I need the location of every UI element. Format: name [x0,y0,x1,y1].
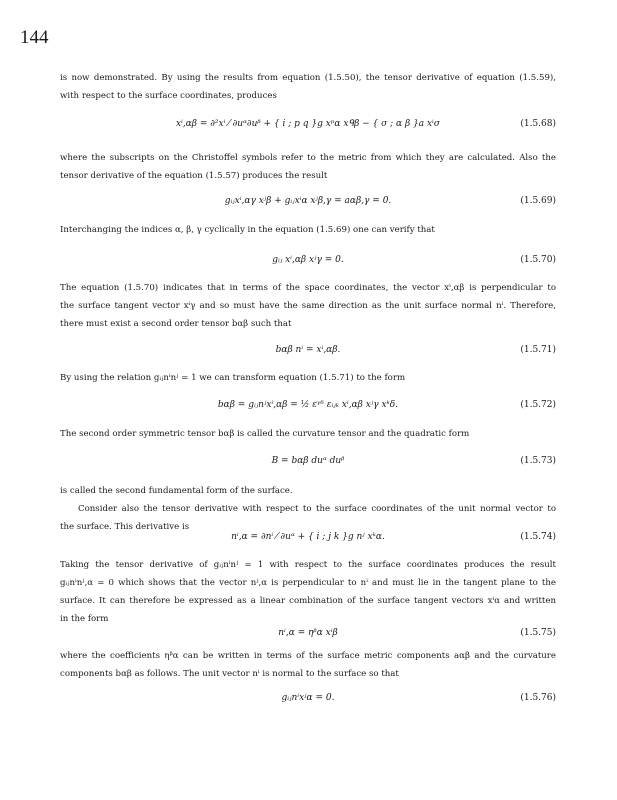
equation-number: (1.5.76) [520,693,556,703]
text-line: where the coefficients ηᵝα can be written in terms of the surface metric components aαβ and the curvature [60,651,556,661]
text-line: By using the relation gᵢⱼnⁱnʲ = 1 we can transform equation (1.5.71) to the form [60,373,406,383]
equation-number: (1.5.68) [520,119,556,129]
text-line: in the form [60,614,109,624]
equation-math: bαβ = gᵢⱼnʲxⁱ,αβ = ½ εᵞᵟ εᵢⱼₖ xⁱ,αβ xʲγ xᵏδ. [217,400,399,410]
text-line: Taking the tensor derivative of gᵢⱼnⁱnʲ = 1 with respect to the surface coordinates produces the result [60,560,556,570]
equation-number: (1.5.75) [520,628,556,638]
equation-math: gᵢⱼnⁱxʲα = 0. [281,693,335,703]
equation-math: xⁱ,αβ = ∂²xⁱ ⁄ ∂uᵅ∂uᵝ + { i ; p q }g xᵖα xᑫβ − { σ ; α β }a xⁱσ [175,119,441,129]
text-line: there must exist a second order tensor bαβ such that [60,319,292,329]
equation-1-5-74 [60,529,556,549]
equation-1-5-75 [60,625,556,645]
equation-number: (1.5.72) [520,400,556,410]
equation-1-5-70 [60,252,556,272]
equation-1-5-76 [60,690,556,710]
equation-1-5-72 [60,397,556,417]
page-number: 144 [20,27,49,48]
equation-number: (1.5.71) [520,345,556,355]
equation-math: gᵢⱼ xⁱ,αβ xʲγ = 0. [272,255,344,265]
equation-math: bαβ nⁱ = xⁱ,αβ. [275,345,341,355]
text-line: Consider also the tensor derivative with respect to the surface coordinates of the unit normal vector to [78,504,556,514]
text-line: the surface. This derivative is [60,522,190,532]
text-line: is now demonstrated. By using the results from equation (1.5.50), the tensor derivative of equation (1.5.59), [60,73,556,83]
text-line: gᵢⱼnⁱnʲ,α = 0 which shows that the vector nʲ,α is perpendicular to nⁱ and must lie in the tangent plane to the [60,578,556,588]
equation-math: nⁱ,α = ∂nⁱ ⁄ ∂uᵅ + { i ; j k }g nʲ xᵏα. [231,532,385,542]
text-line: the surface tangent vector xⁱγ and so must have the same direction as the unit surface normal nⁱ. Therefore, [60,301,556,311]
equation-1-5-73 [60,453,556,473]
equation-1-5-68 [60,116,556,136]
equation-1-5-71 [60,342,556,362]
equation-number: (1.5.74) [520,532,556,542]
equation-number: (1.5.69) [520,196,556,206]
equation-1-5-69 [60,193,556,213]
text-line: The second order symmetric tensor bαβ is called the curvature tensor and the quadratic form [60,429,470,439]
text-line: components bαβ as follows. The unit vector nⁱ is normal to the surface so that [60,669,399,679]
equation-number: (1.5.73) [520,456,556,466]
equation-math: nⁱ,α = ηᵝα xⁱβ [278,628,338,638]
text-line: surface. It can therefore be expressed as a linear combination of the surface tangent vectors xⁱα and written [60,596,556,606]
text-line: with respect to the surface coordinates, produces [60,91,277,101]
text-line: The equation (1.5.70) indicates that in terms of the space coordinates, the vector xⁱ,αβ is perpendicular to [60,283,556,293]
text-line: Interchanging the indices α, β, γ cyclically in the equation (1.5.69) one can verify that [60,225,435,235]
equation-number: (1.5.70) [520,255,556,265]
text-line: where the subscripts on the Christoffel symbols refer to the metric from which they are calculated. Also the [60,153,556,163]
equation-math: B = bαβ duᵅ duᵝ [271,456,345,466]
text-line: is called the second fundamental form of the surface. [60,486,293,496]
equation-math: gᵢⱼxⁱ,αγ xʲβ + gᵢⱼxⁱα xʲβ,γ = aαβ,γ = 0. [224,196,392,206]
text-line: tensor derivative of the equation (1.5.57) produces the result [60,171,328,181]
